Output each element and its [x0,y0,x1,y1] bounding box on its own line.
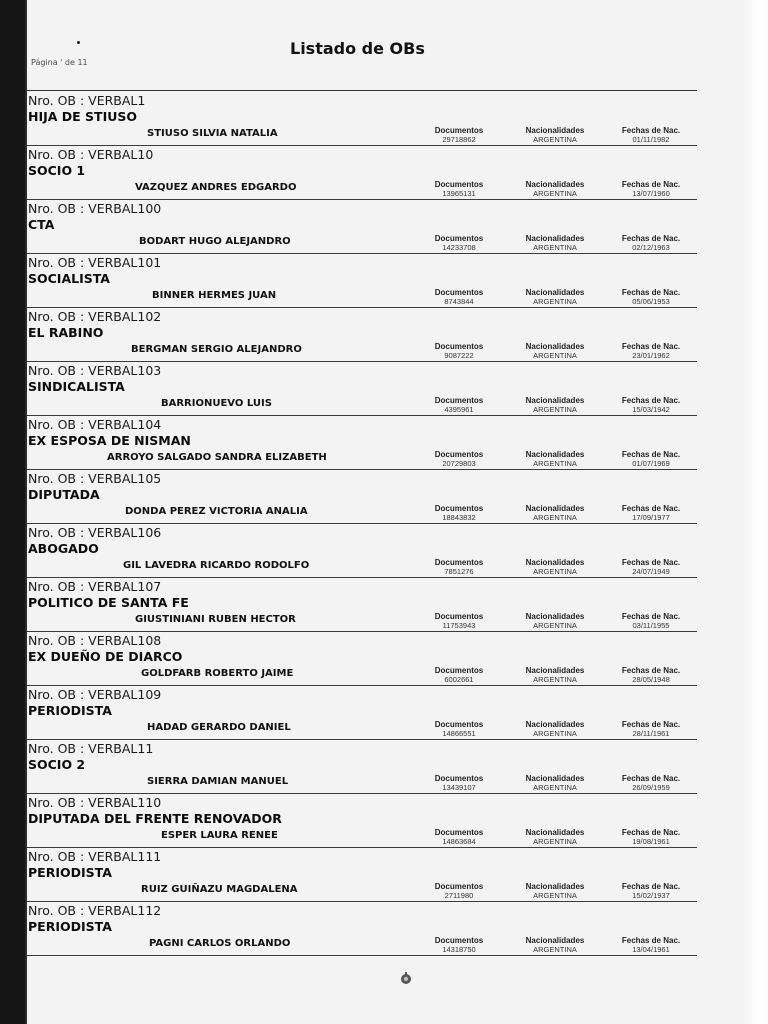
nacionalidad-value: ARGENTINA [533,891,577,900]
person-name: STIUSO SILVIA NATALIA [147,128,278,139]
nacionalidad-value: ARGENTINA [533,351,577,360]
ob-record [27,145,697,199]
fecha-value: 23/01/1962 [632,351,670,360]
nacionalidad-header: Nacionalidades [525,342,585,351]
documento-column [420,450,498,468]
documento-column [420,720,498,738]
documento-value: 13965131 [442,189,476,198]
nacionalidad-value: ARGENTINA [533,729,577,738]
person-name: HADAD GERARDO DANIEL [147,722,291,733]
documento-column [420,666,498,684]
nacionalidad-column [513,612,597,630]
fecha-value: 24/07/1949 [632,567,670,576]
documento-value: 9087222 [444,351,474,360]
fecha-header: Fechas de Nac. [621,126,681,135]
documento-header: Documentos [434,774,484,783]
person-name: GIL LAVEDRA RICARDO RODOLFO [123,560,310,571]
person-name: ARROYO SALGADO SANDRA ELIZABETH [107,452,327,463]
ob-category: PERIODISTA [28,919,112,934]
document-page [25,0,768,1024]
person-name: ESPER LAURA RENEE [161,830,278,841]
nacionalidad-column [513,504,597,522]
nacionalidad-header: Nacionalidades [525,666,585,675]
nacionalidad-header: Nacionalidades [525,882,585,891]
fecha-header: Fechas de Nac. [621,612,681,621]
fecha-value: 17/09/1977 [632,513,670,522]
nacionalidad-header: Nacionalidades [525,936,585,945]
fecha-header: Fechas de Nac. [621,666,681,675]
nacionalidad-column [513,126,597,144]
documento-header: Documentos [434,882,484,891]
documento-column [420,396,498,414]
fecha-value: 15/03/1942 [632,405,670,414]
nacionalidad-value: ARGENTINA [533,405,577,414]
ob-category: ABOGADO [28,541,99,556]
documento-value: 29718862 [442,135,476,144]
nacionalidad-value: ARGENTINA [533,189,577,198]
person-name: BODART HUGO ALEJANDRO [139,236,291,247]
ob-number: Nro. OB : VERBAL103 [28,363,162,378]
documento-value: 14233708 [442,243,476,252]
fecha-column [615,234,687,252]
person-name: RUIZ GUIÑAZU MAGDALENA [141,884,298,895]
ob-number: Nro. OB : VERBAL111 [28,849,162,864]
documento-column [420,342,498,360]
ob-record [27,199,697,253]
documento-column [420,936,498,954]
fecha-column [615,882,687,900]
ob-category: EX DUEÑO DE DIARCO [28,649,183,664]
person-name: GIUSTINIANI RUBEN HECTOR [135,614,296,625]
documento-value: 8743844 [444,297,474,306]
ob-record [27,307,697,361]
nacionalidad-value: ARGENTINA [533,621,577,630]
ob-category: PERIODISTA [28,865,112,880]
documento-value: 20729803 [442,459,476,468]
ob-number: Nro. OB : VERBAL10 [28,147,154,162]
fecha-value: 19/08/1961 [632,837,670,846]
fecha-header: Fechas de Nac. [621,504,681,513]
nacionalidad-header: Nacionalidades [525,828,585,837]
ob-number: Nro. OB : VERBAL108 [28,633,162,648]
nacionalidad-value: ARGENTINA [533,297,577,306]
fecha-value: 28/05/1948 [632,675,670,684]
ob-record [27,631,697,685]
person-name: DONDA PEREZ VICTORIA ANALIA [125,506,308,517]
nacionalidad-value: ARGENTINA [533,459,577,468]
ob-record [27,685,697,739]
nacionalidad-value: ARGENTINA [533,837,577,846]
ob-record [27,253,697,307]
ob-number: Nro. OB : VERBAL100 [28,201,162,216]
documento-header: Documentos [434,234,484,243]
fecha-column [615,828,687,846]
documento-header: Documentos [434,342,484,351]
nacionalidad-column [513,558,597,576]
ob-category: POLITICO DE SANTA FE [28,595,189,610]
documento-column [420,612,498,630]
documento-value: 14866551 [442,729,476,738]
person-name: BARRIONUEVO LUIS [161,398,272,409]
fecha-value: 13/07/1960 [632,189,670,198]
page-number: Página ' de 11 [31,58,88,67]
documento-value: 4395961 [444,405,474,414]
nacionalidad-column [513,342,597,360]
fecha-header: Fechas de Nac. [621,558,681,567]
fecha-header: Fechas de Nac. [621,180,681,189]
documento-header: Documentos [434,288,484,297]
documento-column [420,828,498,846]
nacionalidad-column [513,234,597,252]
nacionalidad-column [513,882,597,900]
documento-header: Documentos [434,126,484,135]
ob-record [27,469,697,523]
fecha-column [615,936,687,954]
documento-header: Documentos [434,180,484,189]
person-name: GOLDFARB ROBERTO JAIME [141,668,294,679]
ob-record [27,901,697,955]
nacionalidad-header: Nacionalidades [525,504,585,513]
nacionalidad-value: ARGENTINA [533,783,577,792]
documento-value: 11753943 [442,621,476,630]
ob-category: SOCIALISTA [28,271,110,286]
nacionalidad-header: Nacionalidades [525,450,585,459]
fecha-column [615,342,687,360]
documento-value: 18843832 [442,513,476,522]
ob-category: HIJA DE STIUSO [28,109,138,124]
nacionalidad-value: ARGENTINA [533,513,577,522]
fecha-column [615,126,687,144]
nacionalidad-column [513,774,597,792]
person-name: PAGNI CARLOS ORLANDO [149,938,291,949]
documento-column [420,774,498,792]
documento-header: Documentos [434,504,484,513]
person-name: BINNER HERMES JUAN [152,290,277,301]
ob-number: Nro. OB : VERBAL101 [28,255,162,270]
documento-header: Documentos [434,666,484,675]
ob-category: EX ESPOSA DE NISMAN [28,433,191,448]
ob-category: EL RABINO [28,325,104,340]
fecha-column [615,450,687,468]
ob-number: Nro. OB : VERBAL1 [28,93,146,108]
nacionalidad-column [513,180,597,198]
documento-header: Documentos [434,558,484,567]
person-name: BERGMAN SERGIO ALEJANDRO [131,344,302,355]
ob-record [27,847,697,901]
documento-header: Documentos [434,936,484,945]
nacionalidad-column [513,666,597,684]
documento-column [420,288,498,306]
ob-number: Nro. OB : VERBAL105 [28,471,162,486]
documento-value: 14863684 [442,837,476,846]
documento-value: 6002661 [444,675,474,684]
fecha-value: 01/11/1982 [632,135,670,144]
ob-record [27,739,697,793]
fecha-value: 26/09/1959 [632,783,670,792]
nacionalidad-column [513,720,597,738]
ob-category: SINDICALISTA [28,379,125,394]
fecha-column [615,504,687,522]
nacionalidad-header: Nacionalidades [525,396,585,405]
fecha-header: Fechas de Nac. [621,774,681,783]
fecha-column [615,396,687,414]
nacionalidad-header: Nacionalidades [525,126,585,135]
documento-value: 13439107 [442,783,476,792]
fecha-header: Fechas de Nac. [621,828,681,837]
fecha-column [615,612,687,630]
fecha-column [615,558,687,576]
fecha-header: Fechas de Nac. [621,234,681,243]
nacionalidad-column [513,450,597,468]
fecha-value: 02/12/1963 [632,243,670,252]
documento-column [420,234,498,252]
documento-column [420,504,498,522]
ob-record [27,415,697,469]
scan-mark [77,41,80,44]
documento-header: Documentos [434,720,484,729]
fecha-value: 03/11/1955 [632,621,670,630]
documento-column [420,558,498,576]
ob-category: DIPUTADA DEL FRENTE RENOVADOR [28,811,282,826]
nacionalidad-value: ARGENTINA [533,567,577,576]
ob-category: DIPUTADA [28,487,100,502]
ob-category: CTA [28,217,55,232]
fecha-header: Fechas de Nac. [621,450,681,459]
ob-number: Nro. OB : VERBAL107 [28,579,162,594]
nacionalidad-header: Nacionalidades [525,180,585,189]
fecha-column [615,774,687,792]
ob-record [27,91,697,145]
fecha-header: Fechas de Nac. [621,396,681,405]
nacionalidad-column [513,828,597,846]
fecha-column [615,720,687,738]
fecha-header: Fechas de Nac. [621,882,681,891]
fecha-header: Fechas de Nac. [621,936,681,945]
ob-number: Nro. OB : VERBAL102 [28,309,162,324]
ob-number: Nro. OB : VERBAL109 [28,687,162,702]
nacionalidad-header: Nacionalidades [525,720,585,729]
documento-header: Documentos [434,396,484,405]
ob-record [27,793,697,847]
person-name: SIERRA DAMIAN MANUEL [147,776,289,787]
ob-number: Nro. OB : VERBAL104 [28,417,162,432]
nacionalidad-header: Nacionalidades [525,558,585,567]
ob-category: SOCIO 2 [28,757,86,772]
seal-icon [399,972,413,986]
page-edge [742,0,768,1024]
nacionalidad-value: ARGENTINA [533,243,577,252]
nacionalidad-header: Nacionalidades [525,234,585,243]
ob-number: Nro. OB : VERBAL112 [28,903,162,918]
documento-column [420,180,498,198]
nacionalidad-column [513,288,597,306]
fecha-header: Fechas de Nac. [621,720,681,729]
nacionalidad-column [513,936,597,954]
nacionalidad-value: ARGENTINA [533,945,577,954]
nacionalidad-value: ARGENTINA [533,135,577,144]
documento-header: Documentos [434,612,484,621]
fecha-value: 01/07/1969 [632,459,670,468]
nacionalidad-header: Nacionalidades [525,774,585,783]
fecha-column [615,288,687,306]
documento-value: 14318750 [442,945,476,954]
documento-header: Documentos [434,828,484,837]
record-divider [27,955,697,956]
nacionalidad-header: Nacionalidades [525,612,585,621]
ob-number: Nro. OB : VERBAL106 [28,525,162,540]
fecha-value: 13/04/1961 [632,945,670,954]
documento-value: 7851276 [444,567,474,576]
ob-category: PERIODISTA [28,703,112,718]
ob-record [27,577,697,631]
documento-value: 2711980 [444,891,474,900]
fecha-value: 15/02/1937 [632,891,670,900]
fecha-column [615,666,687,684]
fecha-value: 28/11/1961 [632,729,670,738]
ob-number: Nro. OB : VERBAL110 [28,795,162,810]
ob-record [27,523,697,577]
nacionalidad-column [513,396,597,414]
ob-category: SOCIO 1 [28,163,86,178]
ob-record [27,361,697,415]
fecha-value: 05/06/1953 [632,297,670,306]
documento-column [420,882,498,900]
fecha-header: Fechas de Nac. [621,288,681,297]
fecha-column [615,180,687,198]
documento-header: Documentos [434,450,484,459]
nacionalidad-value: ARGENTINA [533,675,577,684]
page-title: Listado de OBs [290,39,425,58]
documento-column [420,126,498,144]
person-name: VAZQUEZ ANDRES EDGARDO [135,182,297,193]
ob-number: Nro. OB : VERBAL11 [28,741,154,756]
fecha-header: Fechas de Nac. [621,342,681,351]
nacionalidad-header: Nacionalidades [525,288,585,297]
